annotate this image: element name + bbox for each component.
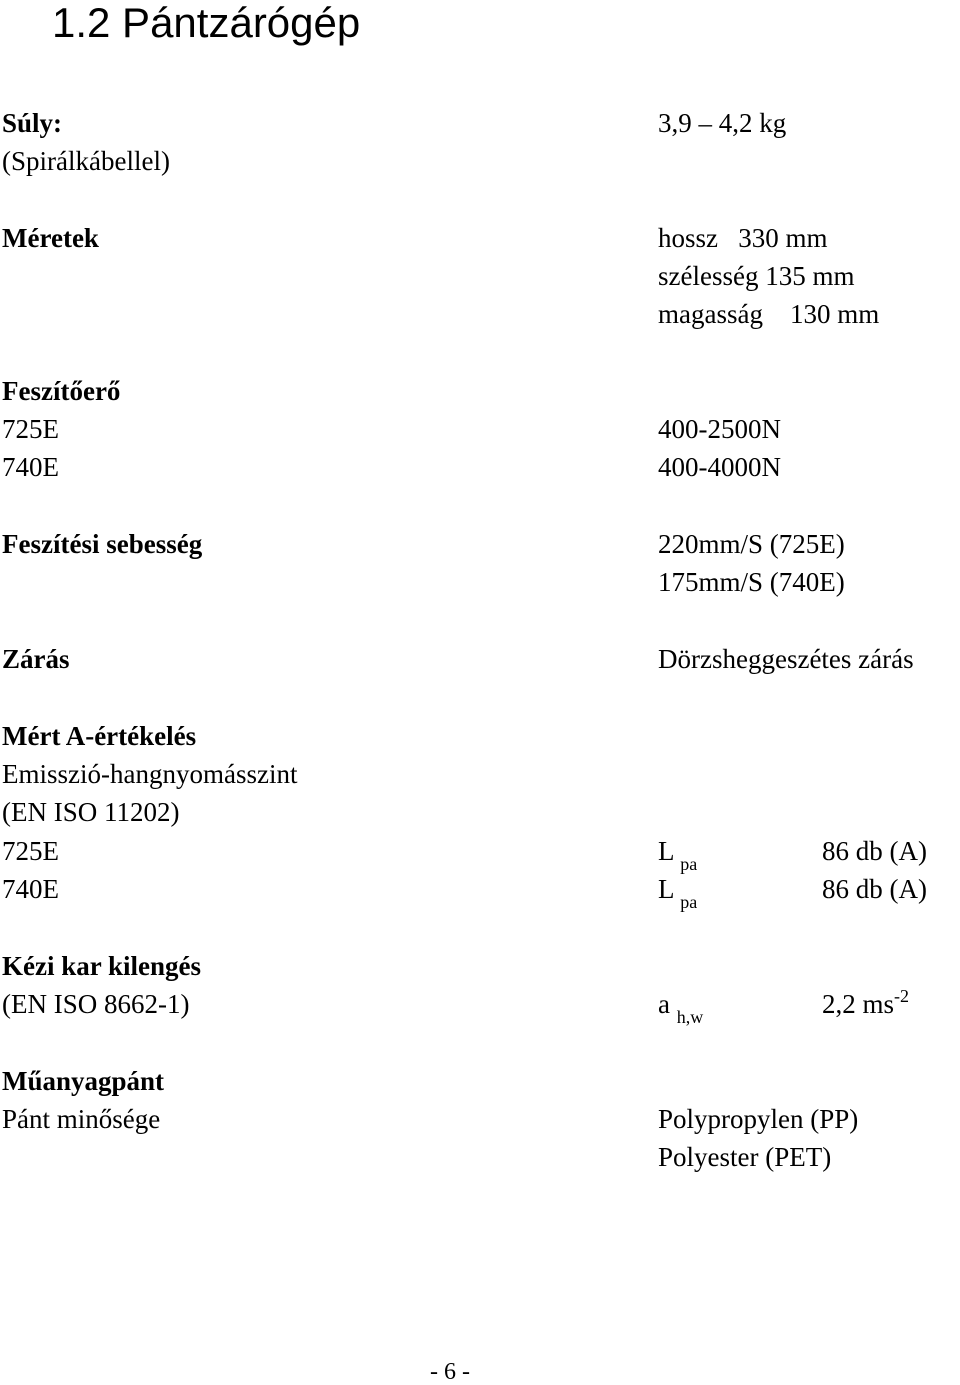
closure-value: Dörzsheggeszétes zárás bbox=[658, 644, 914, 674]
weight-sublabel: (Spirálkábellel) bbox=[2, 146, 170, 176]
noise-symbol: L $_{pa}$ bbox=[658, 836, 698, 874]
noise-subscript: pa bbox=[680, 854, 698, 874]
dimensions-label: Méretek bbox=[2, 223, 99, 253]
strap-sublabel: Pánt minősége bbox=[2, 1104, 161, 1134]
weight-value: 3,9 – 4,2 kg bbox=[658, 108, 787, 138]
strap-value: Polypropylen (PP) bbox=[658, 1104, 859, 1134]
noise-model: 740E bbox=[2, 874, 59, 904]
noise-standard: (EN ISO 11202) bbox=[2, 797, 180, 827]
tension-force-label: Feszítőerő bbox=[2, 376, 121, 406]
dimension-length: hossz 330 mm bbox=[658, 223, 828, 253]
tension-speed-label: Feszítési sebesség bbox=[2, 529, 203, 559]
noise-value: 86 db (A) bbox=[822, 836, 927, 866]
page-number: - 6 - bbox=[430, 1359, 470, 1385]
tension-force-value: 400-4000N bbox=[658, 452, 781, 482]
vibration-superscript: -2 bbox=[894, 986, 910, 1006]
weight-label: Súly: bbox=[2, 108, 63, 138]
noise-subscript: pa bbox=[680, 892, 698, 912]
tension-force-value: 400-2500N bbox=[658, 414, 781, 444]
vibration-standard: (EN ISO 8662-1) bbox=[2, 989, 190, 1019]
vibration-label: Kézi kar kilengés bbox=[2, 951, 201, 981]
noise-model: 725E bbox=[2, 836, 59, 866]
strap-label: Műanyagpánt bbox=[2, 1066, 165, 1096]
vibration-symbol: a $_{h,w}$ bbox=[658, 989, 704, 1027]
noise-label: Mért A-értékelés bbox=[2, 721, 197, 751]
page-title: 1.2 Pántzárógép bbox=[52, 0, 361, 46]
strap-value: Polyester (PET) bbox=[658, 1142, 832, 1172]
tension-force-model: 725E bbox=[2, 414, 59, 444]
noise-symbol: L $_{pa}$ bbox=[658, 874, 698, 912]
vibration-subscript: h,w bbox=[676, 1007, 704, 1027]
dimension-height: magasság 130 mm bbox=[658, 299, 880, 329]
noise-line2: Emisszió-hangnyomásszint bbox=[2, 759, 298, 789]
tension-speed-value: 175mm/S (740E) bbox=[658, 567, 845, 597]
dimension-width: szélesség 135 mm bbox=[658, 261, 855, 291]
vibration-value: 2,2 $ms^{-2}$ bbox=[822, 986, 910, 1019]
closure-label: Zárás bbox=[2, 644, 70, 674]
tension-speed-value: 220mm/S (725E) bbox=[658, 529, 845, 559]
tension-force-model: 740E bbox=[2, 452, 59, 482]
noise-value: 86 db (A) bbox=[822, 874, 927, 904]
